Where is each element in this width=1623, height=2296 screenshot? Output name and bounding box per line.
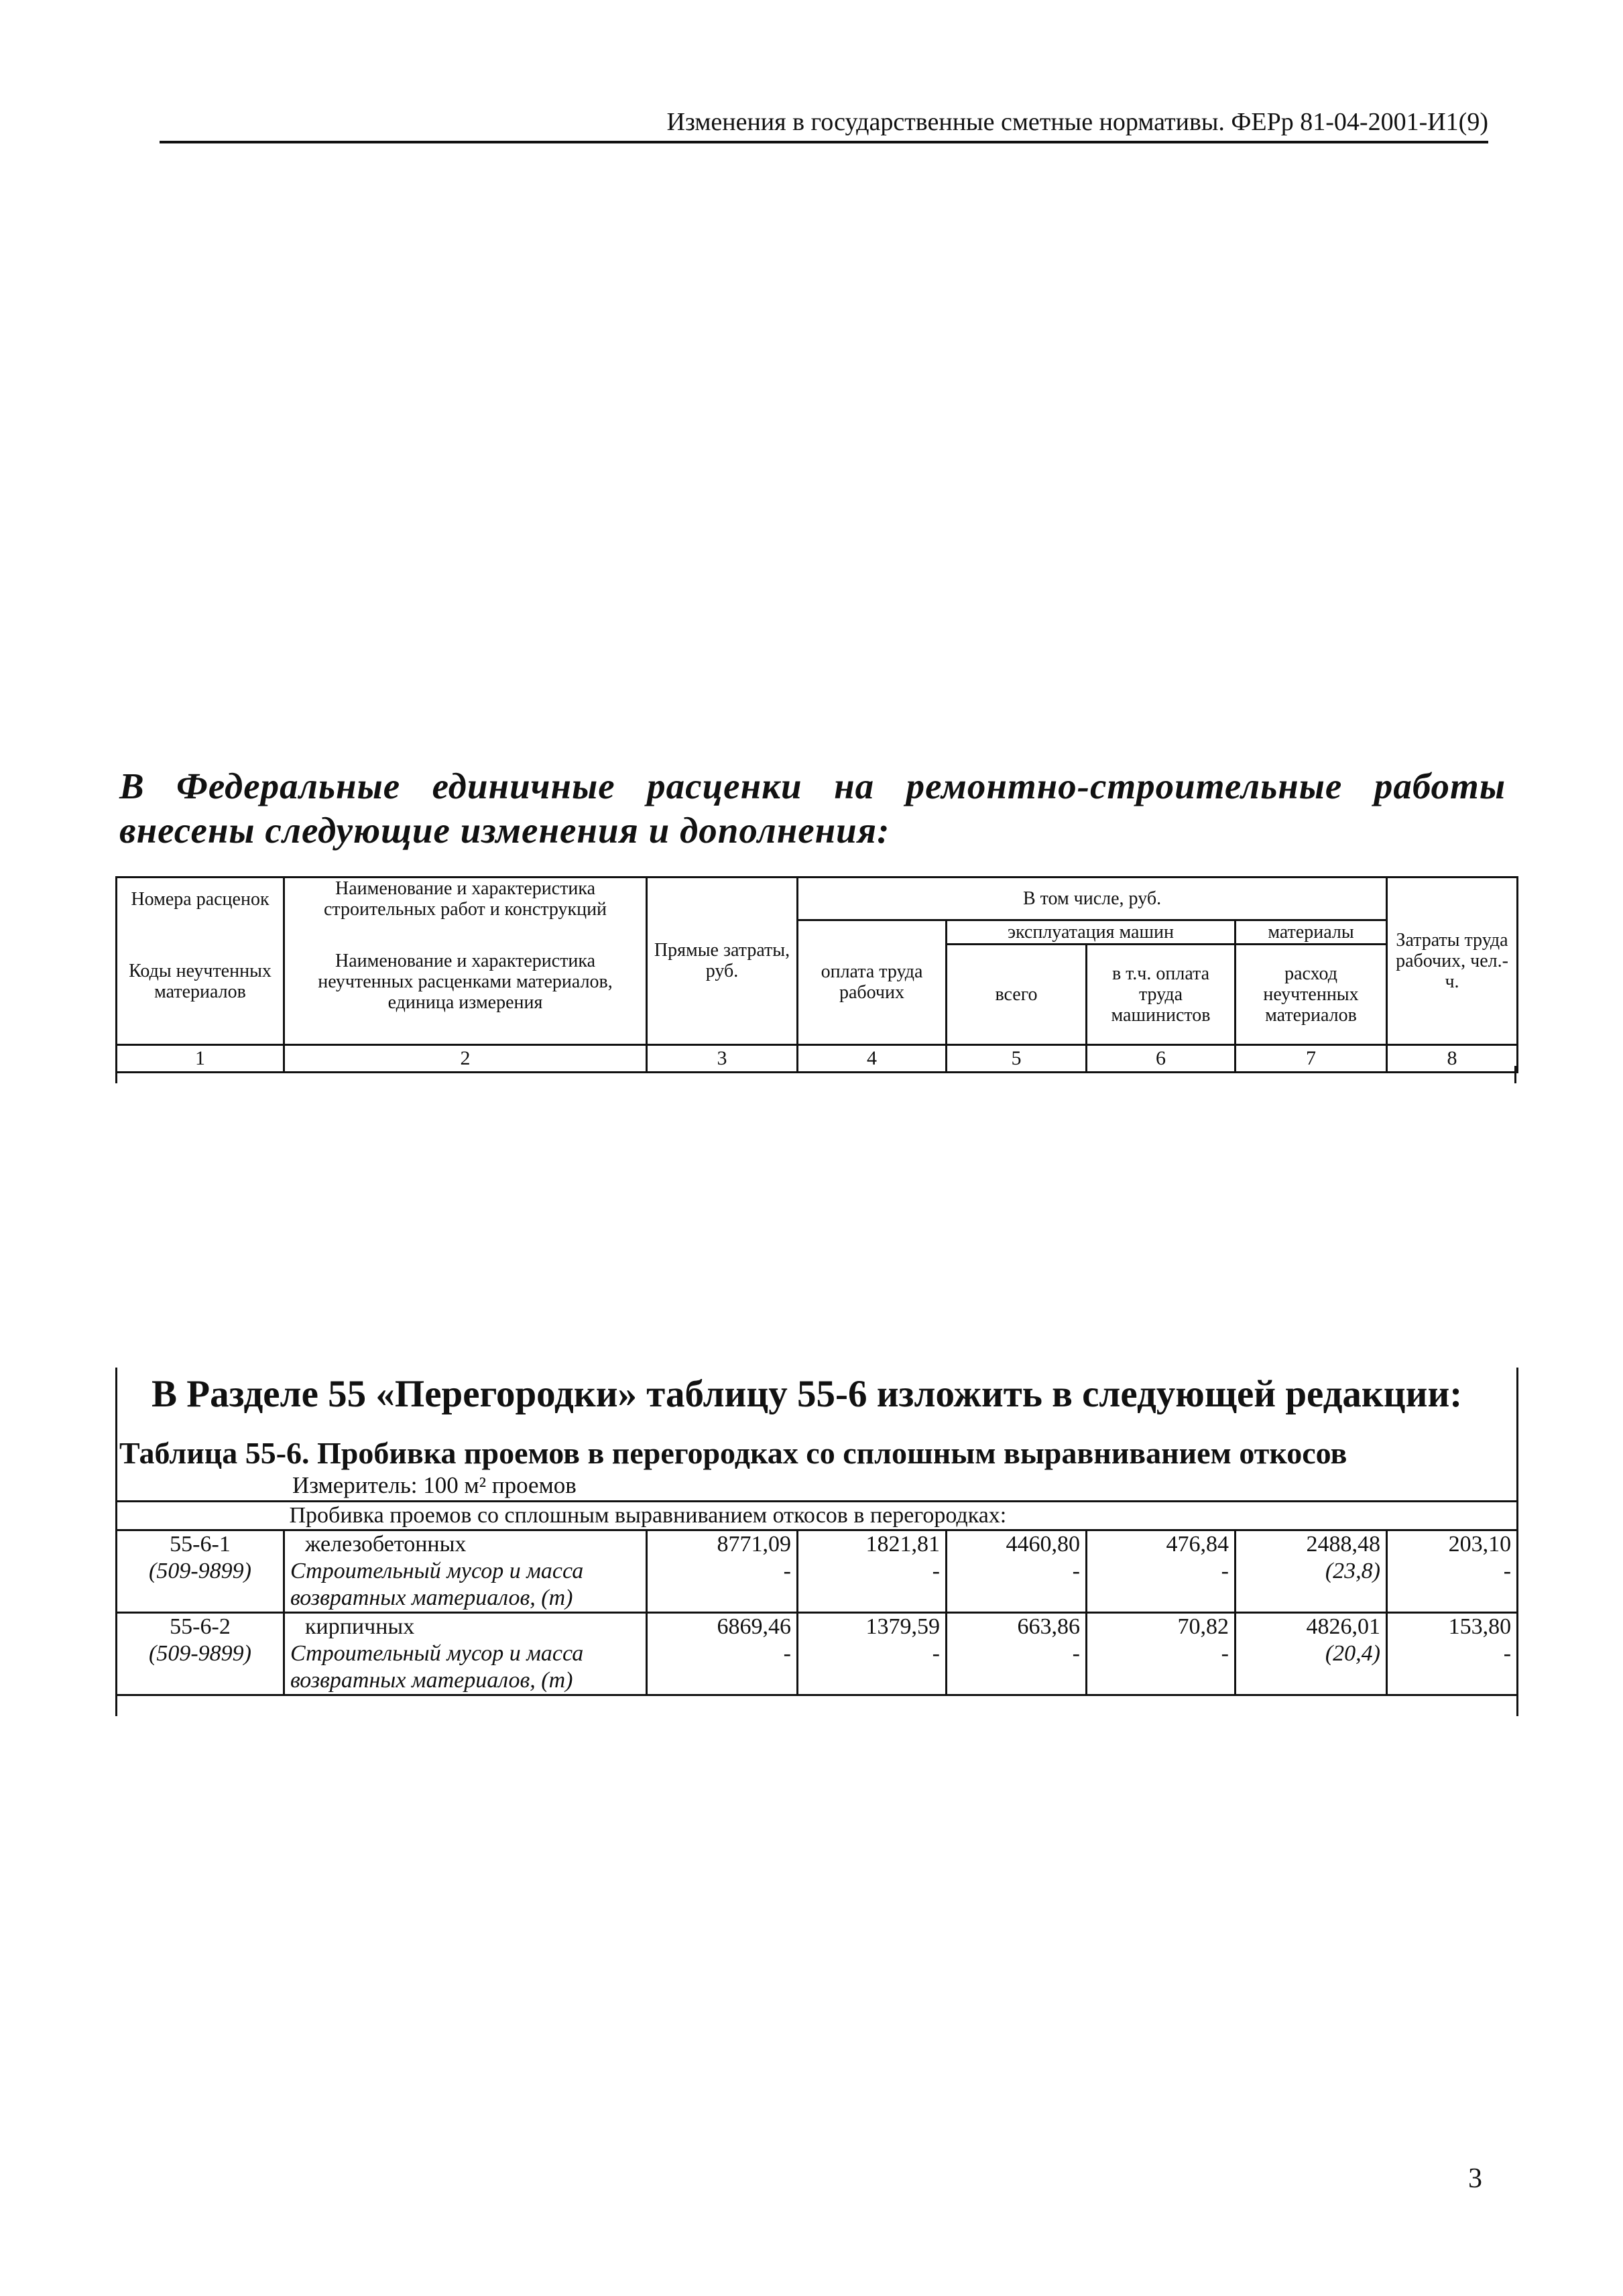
machinists-cost: 476,84 [1087,1530,1236,1559]
table-row [117,1640,1518,1695]
table-row [117,1613,1518,1641]
header-number: 8 [1387,1044,1518,1072]
materials-cost: 4826,01 [1236,1613,1387,1641]
rate-code: 55-6-2 [117,1613,284,1641]
material-code: (509-9899) [117,1640,284,1695]
header-col2-bottom: Наименование и характеристика неучтенных расценками материалов, единица измерения [284,920,647,1044]
table-edge-left [115,1066,117,1083]
header-number: 7 [1236,1044,1387,1072]
work-name: кирпичных [284,1613,647,1641]
header-col5: всего [947,944,1087,1044]
header-col4: оплата труда рабочих [798,920,947,1044]
rates-table [115,1500,1518,1696]
header-col8: Затраты труда рабочих, чел.-ч. [1387,878,1518,1045]
direct-cost: 8771,09 [647,1530,798,1559]
header-group-label: В том числе, руб. [798,878,1387,920]
header-machines-label: эксплуатация машин [947,920,1236,944]
table-edge-right [1514,1066,1516,1083]
header-materials-label: материалы [1236,920,1387,944]
rate-code: 55-6-1 [117,1530,284,1559]
page-number: 3 [1468,2163,1482,2194]
machines-cost: 663,86 [947,1613,1087,1641]
labor-cost: 1379,59 [798,1613,947,1641]
materials-quantity: (20,4) [1236,1640,1387,1695]
table-title: Таблица 55-6. Пробивка проемов в перегородках со сплошным выравниванием откосов [119,1436,1347,1470]
header-col1-bottom: Коды неучтенных материалов [117,920,284,1044]
machinists-cost: - [1087,1640,1236,1695]
labor-cost: - [798,1558,947,1613]
machines-cost: - [947,1640,1087,1695]
running-header: Изменения в государственные сметные нормативы. ФЕРр 81-04-2001-И1(9) [160,106,1488,143]
labor-hours: 203,10 [1387,1530,1518,1559]
header-number: 1 [117,1044,284,1072]
group-title: Пробивка проемов со сплошным выравниванием откосов в перегородках: [284,1502,1518,1530]
table-row [117,1530,1518,1559]
material-name: Строительный мусор и масса возвратных материалов, (т) [284,1640,647,1695]
table-row [117,1558,1518,1613]
measure-unit: Измеритель: 100 м² проемов [292,1472,577,1498]
material-name: Строительный мусор и масса возвратных материалов, (т) [284,1558,647,1613]
materials-cost: 2488,48 [1236,1530,1387,1559]
header-number: 3 [647,1044,798,1072]
header-col1-top: Номера расценок [117,878,284,920]
header-number: 4 [798,1044,947,1072]
labor-hours: 153,80 [1387,1613,1518,1641]
intro-heading: В Федеральные единичные расценки на ремонтно-строительные работы внесены следующие изменения и дополнения: [119,766,1506,851]
direct-cost: - [647,1558,798,1613]
materials-quantity: (23,8) [1236,1558,1387,1613]
header-col6: в т.ч. оплата труда машинистов [1087,944,1236,1044]
labor-hours: - [1387,1640,1518,1695]
header-number: 6 [1087,1044,1236,1072]
labor-hours: - [1387,1558,1518,1613]
header-col7: расход неучтенных материалов [1236,944,1387,1044]
section-heading: В Разделе 55 «Перегородки» таблицу 55-6 изложить в следующей редакции: [152,1373,1463,1415]
direct-cost: 6869,46 [647,1613,798,1641]
machinists-cost: 70,82 [1087,1613,1236,1641]
header-col2-top: Наименование и характеристика строительных работ и конструкций [284,878,647,920]
header-number: 5 [947,1044,1087,1072]
material-code: (509-9899) [117,1558,284,1613]
machines-cost: - [947,1558,1087,1613]
machinists-cost: - [1087,1558,1236,1613]
header-number: 2 [284,1044,647,1072]
work-name: железобетонных [284,1530,647,1559]
labor-cost: - [798,1640,947,1695]
direct-cost: - [647,1640,798,1695]
labor-cost: 1821,81 [798,1530,947,1559]
header-table [115,876,1518,1073]
machines-cost: 4460,80 [947,1530,1087,1559]
header-col3: Прямые затраты, руб. [647,878,798,1045]
